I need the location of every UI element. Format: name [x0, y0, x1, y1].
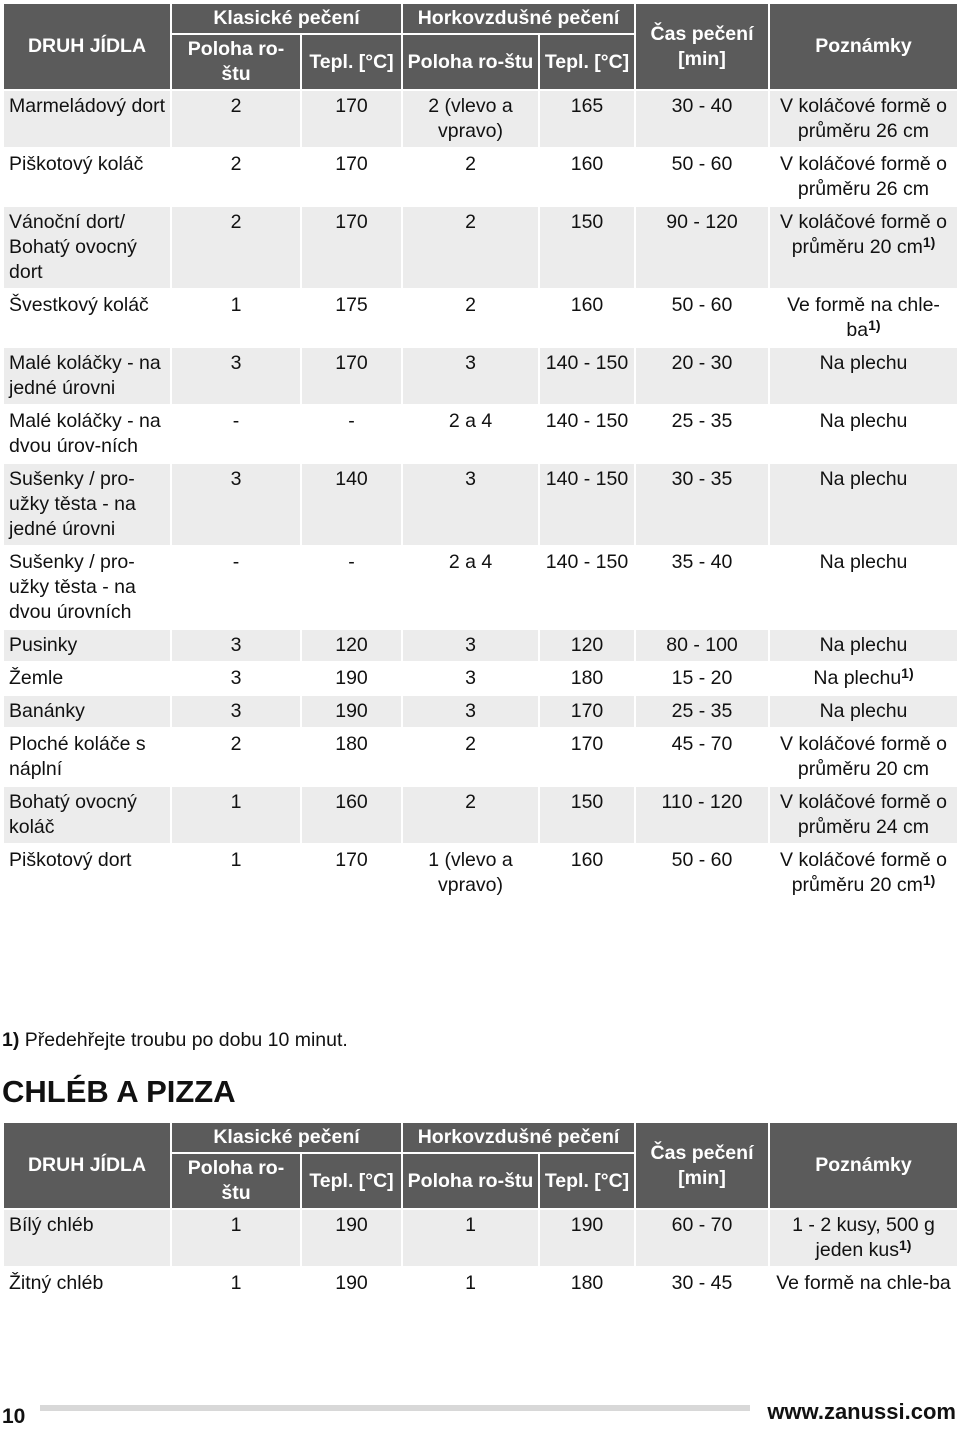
- table-row: [3, 347, 958, 405]
- cell-convection-temp: [539, 662, 635, 695]
- cell-baking-time-text: 25 - 35: [671, 410, 733, 432]
- cell-convection-temp-text: 120: [570, 634, 604, 656]
- cell-classic-shelf-text: 1: [230, 849, 242, 871]
- cell-convection-shelf: [402, 844, 539, 902]
- cell-convection-temp: [539, 289, 635, 347]
- cell-convection-shelf: [402, 662, 539, 695]
- cell-convection-temp-text: 165: [570, 95, 604, 117]
- cell-notes: [769, 844, 958, 902]
- cell-notes-text: 1 - 2 kusy, 500 g jeden kus: [792, 1214, 935, 1261]
- baking-table-body: [3, 90, 958, 902]
- cell-classic-shelf: [171, 148, 301, 206]
- cell-classic-temp-text: 170: [335, 153, 368, 175]
- cell-classic-temp: [301, 405, 402, 463]
- cell-convection-shelf: [402, 347, 539, 405]
- cell-convection-shelf: [402, 728, 539, 786]
- table-row: [3, 786, 958, 844]
- header-classic-temp: Tepl. [°C]: [301, 34, 402, 90]
- cell-baking-time: [635, 206, 769, 289]
- header-convection: Horkovzdušné pečení: [402, 3, 635, 34]
- header-notes: Poznámky: [769, 3, 958, 90]
- header-convection-shelf: Poloha ro-štu: [402, 1153, 539, 1209]
- cell-convection-shelf: [402, 1209, 539, 1267]
- cell-convection-shelf-text: 3: [465, 352, 476, 374]
- cell-baking-time-text: 50 - 60: [671, 294, 733, 316]
- header-food: DRUH JÍDLA: [3, 3, 171, 90]
- cell-notes-text: Na plechu: [819, 700, 908, 722]
- cell-notes: [769, 546, 958, 629]
- table-row: [3, 695, 958, 728]
- cell-classic-shelf-text: -: [232, 551, 240, 573]
- footnote: [2, 1029, 348, 1052]
- footnote-ref: 1): [899, 1237, 912, 1253]
- cell-notes-text: Na plechu: [819, 410, 908, 432]
- cell-classic-temp: [301, 728, 402, 786]
- cell-classic-shelf-text: 2: [230, 153, 242, 175]
- cell-food-name-text: Piškotový dort: [9, 849, 132, 871]
- cell-food-name: [3, 629, 171, 662]
- header-time: Čas pečení [min]: [635, 3, 769, 90]
- cell-classic-temp-text: 160: [335, 791, 368, 813]
- cell-convection-temp: [539, 629, 635, 662]
- cell-baking-time-text: 110 - 120: [661, 791, 743, 813]
- cell-classic-temp-text: 170: [335, 211, 368, 233]
- header-classic: Klasické pečení: [171, 3, 402, 34]
- cell-classic-shelf-text: 3: [230, 634, 242, 656]
- bread-table-body: [3, 1209, 958, 1300]
- cell-classic-shelf-text: 2: [230, 211, 242, 233]
- cell-notes-text: V koláčové formě o průměru 20 cm: [780, 849, 947, 896]
- cell-classic-shelf: [171, 844, 301, 902]
- cell-classic-temp: [301, 1209, 402, 1267]
- cell-notes: [769, 405, 958, 463]
- cell-convection-shelf: [402, 405, 539, 463]
- cell-convection-temp-text: 190: [570, 1214, 604, 1236]
- cell-baking-time: [635, 1209, 769, 1267]
- cell-classic-shelf: [171, 1209, 301, 1267]
- cell-notes-text: Ve formě na chle-ba: [776, 1272, 951, 1294]
- header-classic: Klasické pečení: [171, 1122, 402, 1153]
- cell-classic-shelf: [171, 90, 301, 148]
- cell-convection-temp-text: 160: [570, 153, 604, 175]
- cell-convection-temp: [539, 148, 635, 206]
- cell-notes-text: V koláčové formě o průměru 26 cm: [780, 95, 947, 142]
- cell-convection-shelf-text: 3: [465, 468, 476, 490]
- cell-food-name-text: Švestkový koláč: [9, 294, 149, 316]
- cell-convection-temp: [539, 463, 635, 546]
- cell-classic-shelf-text: 2: [230, 733, 242, 755]
- cell-convection-temp: [539, 844, 635, 902]
- cell-classic-shelf: [171, 662, 301, 695]
- cell-classic-shelf: [171, 629, 301, 662]
- cell-convection-temp: [539, 546, 635, 629]
- cell-notes: [769, 662, 958, 695]
- cell-baking-time-text: 90 - 120: [666, 211, 738, 233]
- cell-convection-temp: [539, 90, 635, 148]
- cell-food-name: [3, 786, 171, 844]
- cell-baking-time: [635, 695, 769, 728]
- cell-classic-temp-text: 180: [335, 733, 368, 755]
- cell-food-name-text: Malé koláčky - na dvou úrov-ních: [9, 410, 161, 457]
- cell-classic-temp: [301, 695, 402, 728]
- cell-classic-shelf-text: 3: [230, 700, 242, 722]
- cell-notes: [769, 786, 958, 844]
- cell-food-name-text: Piškotový koláč: [9, 153, 144, 175]
- cell-convection-temp-text: 170: [570, 700, 604, 722]
- header-classic-shelf: Poloha ro-štu: [171, 1153, 301, 1209]
- cell-classic-temp-text: 140: [335, 468, 368, 490]
- table-row: [3, 206, 958, 289]
- cell-classic-temp: [301, 1267, 402, 1300]
- cell-convection-shelf-text: 3: [465, 700, 476, 722]
- cell-food-name: [3, 844, 171, 902]
- cell-convection-shelf-text: 2: [465, 294, 476, 316]
- table-row: [3, 546, 958, 629]
- table-row: [3, 662, 958, 695]
- cell-food-name: [3, 463, 171, 546]
- cell-food-name: [3, 728, 171, 786]
- cell-baking-time-text: 30 - 35: [671, 468, 733, 490]
- table-row: [3, 629, 958, 662]
- cell-baking-time: [635, 148, 769, 206]
- cell-food-name-text: Marmeládový dort: [9, 95, 166, 117]
- cell-classic-shelf: [171, 728, 301, 786]
- cell-convection-temp: [539, 347, 635, 405]
- cell-baking-time-text: 50 - 60: [671, 153, 733, 175]
- baking-table: [2, 2, 959, 903]
- cell-classic-shelf-text: 3: [230, 468, 242, 490]
- cell-classic-shelf-text: 1: [230, 294, 242, 316]
- header-classic-temp: Tepl. [°C]: [301, 1153, 402, 1209]
- cell-classic-temp: [301, 662, 402, 695]
- cell-food-name-text: Ploché koláče s náplní: [9, 733, 146, 780]
- cell-classic-shelf: [171, 546, 301, 629]
- cell-classic-temp-text: 190: [335, 700, 368, 722]
- footnote-text: Předehřejte troubu po dobu 10 minut.: [19, 1029, 348, 1051]
- cell-classic-temp-text: 170: [335, 352, 368, 374]
- cell-food-name-text: Žitný chléb: [9, 1272, 104, 1294]
- cell-notes-text: Na plechu: [819, 551, 908, 573]
- cell-baking-time-text: 80 - 100: [666, 634, 738, 656]
- cell-convection-temp-text: 140 - 150: [545, 551, 629, 573]
- cell-convection-shelf-text: 3: [465, 667, 476, 689]
- table-row: [3, 148, 958, 206]
- header-classic-shelf: Poloha ro-štu: [171, 34, 301, 90]
- cell-classic-shelf-text: 1: [230, 791, 242, 813]
- cell-notes-text: Na plechu: [819, 468, 908, 490]
- cell-classic-shelf: [171, 695, 301, 728]
- cell-convection-temp-text: 180: [570, 1272, 604, 1294]
- cell-convection-shelf-text: 2: [465, 153, 476, 175]
- cell-notes-text: V koláčové formě o průměru 20 cm: [780, 733, 947, 780]
- cell-convection-shelf: [402, 546, 539, 629]
- cell-classic-temp-text: 175: [335, 294, 368, 316]
- cell-convection-shelf: [402, 206, 539, 289]
- cell-convection-temp-text: 140 - 150: [545, 410, 629, 432]
- cell-convection-shelf: [402, 90, 539, 148]
- cell-convection-shelf-text: 2: [465, 791, 476, 813]
- cell-classic-shelf-text: 3: [230, 352, 242, 374]
- cell-convection-temp-text: 160: [570, 849, 604, 871]
- cell-food-name-text: Sušenky / pro-užky těsta - na jedné úrovni: [9, 468, 136, 540]
- cell-baking-time-text: 45 - 70: [671, 733, 733, 755]
- footnote-ref: 1): [868, 317, 881, 333]
- cell-baking-time-text: 30 - 40: [671, 95, 733, 117]
- cell-food-name: [3, 90, 171, 148]
- cell-notes: [769, 629, 958, 662]
- cell-baking-time: [635, 728, 769, 786]
- cell-food-name-text: Sušenky / pro-užky těsta - na dvou úrovních: [9, 551, 136, 623]
- cell-convection-temp-text: 150: [570, 211, 604, 233]
- cell-classic-temp-text: -: [348, 410, 355, 432]
- cell-notes: [769, 1267, 958, 1300]
- cell-baking-time: [635, 662, 769, 695]
- cell-notes-text: Na plechu: [813, 667, 902, 689]
- website-link[interactable]: www.zanussi.com: [767, 1399, 956, 1424]
- cell-convection-temp: [539, 786, 635, 844]
- footnote-ref: 1): [922, 234, 936, 250]
- cell-baking-time: [635, 463, 769, 546]
- cell-baking-time: [635, 629, 769, 662]
- cell-notes: [769, 206, 958, 289]
- cell-baking-time-text: 35 - 40: [671, 551, 733, 573]
- cell-notes-text: Na plechu: [819, 352, 908, 374]
- section-title: CHLÉB A PIZZA: [2, 1074, 236, 1109]
- cell-food-name-text: Bohatý ovocný koláč: [9, 791, 137, 838]
- cell-classic-temp: [301, 463, 402, 546]
- cell-classic-temp: [301, 546, 402, 629]
- cell-classic-temp-text: 120: [335, 634, 368, 656]
- cell-baking-time-text: 30 - 45: [671, 1272, 733, 1294]
- cell-baking-time: [635, 405, 769, 463]
- cell-baking-time: [635, 1267, 769, 1300]
- cell-food-name: [3, 347, 171, 405]
- table-row: [3, 289, 958, 347]
- table-row: [3, 463, 958, 546]
- cell-classic-temp-text: 170: [335, 95, 368, 117]
- cell-baking-time-text: 15 - 20: [671, 667, 733, 689]
- cell-notes-text: Na plechu: [819, 634, 908, 656]
- cell-classic-temp: [301, 289, 402, 347]
- cell-convection-temp-text: 170: [570, 733, 604, 755]
- cell-convection-shelf-text: 1: [465, 1214, 476, 1236]
- cell-classic-shelf: [171, 1267, 301, 1300]
- header-convection: Horkovzdušné pečení: [402, 1122, 635, 1153]
- cell-baking-time: [635, 289, 769, 347]
- cell-classic-shelf: [171, 405, 301, 463]
- cell-convection-shelf-text: 2: [465, 211, 476, 233]
- footnote-ref: 1): [922, 872, 936, 888]
- cell-convection-shelf: [402, 629, 539, 662]
- cell-food-name-text: Vánoční dort/ Bohatý ovocný dort: [9, 211, 137, 283]
- cell-notes: [769, 148, 958, 206]
- bread-table: [2, 1121, 959, 1301]
- cell-notes: [769, 695, 958, 728]
- cell-notes: [769, 90, 958, 148]
- cell-food-name: [3, 206, 171, 289]
- header-convection-shelf: Poloha ro-štu: [402, 34, 539, 90]
- cell-classic-temp-text: 170: [335, 849, 368, 871]
- cell-notes: [769, 289, 958, 347]
- cell-baking-time-text: 20 - 30: [671, 352, 733, 374]
- cell-baking-time: [635, 90, 769, 148]
- cell-food-name-text: Bílý chléb: [9, 1214, 94, 1236]
- cell-food-name-text: Malé koláčky - na jedné úrovni: [9, 352, 161, 399]
- header-convection-temp: Tepl. [°C]: [539, 1153, 635, 1209]
- cell-classic-shelf-text: 3: [230, 667, 242, 689]
- cell-baking-time: [635, 844, 769, 902]
- cell-classic-shelf: [171, 463, 301, 546]
- cell-convection-shelf: [402, 148, 539, 206]
- cell-classic-temp: [301, 629, 402, 662]
- cell-classic-shelf: [171, 786, 301, 844]
- cell-classic-temp: [301, 206, 402, 289]
- cell-food-name-text: Žemle: [9, 667, 64, 689]
- table-row: [3, 728, 958, 786]
- cell-notes: [769, 347, 958, 405]
- cell-classic-shelf-text: 1: [230, 1272, 242, 1294]
- cell-convection-shelf: [402, 463, 539, 546]
- table-row: [3, 844, 958, 902]
- cell-food-name: [3, 662, 171, 695]
- cell-classic-temp: [301, 844, 402, 902]
- header-notes: Poznámky: [769, 1122, 958, 1209]
- cell-convection-temp-text: 150: [570, 791, 604, 813]
- cell-notes-text: V koláčové formě o průměru 24 cm: [780, 791, 947, 838]
- cell-convection-shelf: [402, 289, 539, 347]
- header-convection-temp: Tepl. [°C]: [539, 34, 635, 90]
- table-row: [3, 1267, 958, 1300]
- cell-convection-temp: [539, 1267, 635, 1300]
- cell-food-name: [3, 1267, 171, 1300]
- cell-baking-time: [635, 347, 769, 405]
- cell-convection-shelf-text: 2 a 4: [448, 410, 493, 432]
- footnote-mark: 1): [2, 1029, 20, 1051]
- cell-convection-temp-text: 140 - 150: [545, 352, 629, 374]
- header-food: DRUH JÍDLA: [3, 1122, 171, 1209]
- cell-baking-time-text: 60 - 70: [671, 1214, 733, 1236]
- cell-classic-temp: [301, 347, 402, 405]
- cell-convection-temp-text: 140 - 150: [545, 468, 629, 490]
- cell-classic-shelf-text: 2: [230, 95, 242, 117]
- cell-notes-text: V koláčové formě o průměru 20 cm: [780, 211, 947, 258]
- table-row: [3, 1209, 958, 1267]
- cell-baking-time: [635, 786, 769, 844]
- header-time: Čas pečení [min]: [635, 1122, 769, 1209]
- page-number: 10: [2, 1405, 26, 1428]
- cell-notes-text: V koláčové formě o průměru 26 cm: [780, 153, 947, 200]
- cell-notes: [769, 463, 958, 546]
- cell-convection-temp: [539, 405, 635, 463]
- cell-convection-shelf-text: 2 a 4: [448, 551, 493, 573]
- cell-convection-shelf-text: 1 (vlevo a vpravo): [428, 849, 513, 896]
- cell-convection-shelf: [402, 786, 539, 844]
- cell-classic-temp: [301, 148, 402, 206]
- cell-food-name: [3, 289, 171, 347]
- cell-classic-shelf: [171, 347, 301, 405]
- cell-classic-temp: [301, 786, 402, 844]
- footer-rule: [40, 1405, 750, 1411]
- cell-convection-temp: [539, 1209, 635, 1267]
- cell-classic-shelf: [171, 289, 301, 347]
- cell-baking-time-text: 50 - 60: [671, 849, 733, 871]
- cell-convection-temp: [539, 728, 635, 786]
- cell-convection-shelf-text: 2 (vlevo a vpravo): [428, 95, 513, 142]
- cell-convection-shelf-text: 2: [465, 733, 476, 755]
- cell-classic-shelf-text: 1: [230, 1214, 242, 1236]
- cell-convection-temp: [539, 206, 635, 289]
- cell-notes-text: Ve formě na chle-ba: [787, 294, 940, 341]
- cell-convection-shelf: [402, 1267, 539, 1300]
- cell-convection-shelf: [402, 695, 539, 728]
- table-row: [3, 90, 958, 148]
- table-row: [3, 405, 958, 463]
- cell-food-name: [3, 405, 171, 463]
- cell-classic-temp: [301, 90, 402, 148]
- cell-baking-time: [635, 546, 769, 629]
- cell-baking-time-text: 25 - 35: [671, 700, 733, 722]
- cell-food-name: [3, 695, 171, 728]
- cell-classic-temp-text: 190: [335, 667, 368, 689]
- cell-convection-temp-text: 160: [570, 294, 604, 316]
- cell-classic-temp-text: 190: [335, 1272, 368, 1294]
- cell-convection-temp-text: 180: [570, 667, 604, 689]
- cell-convection-temp: [539, 695, 635, 728]
- cell-food-name-text: Pusinky: [9, 634, 78, 656]
- cell-food-name: [3, 148, 171, 206]
- cell-classic-shelf-text: -: [232, 410, 240, 432]
- cell-food-name: [3, 546, 171, 629]
- cell-food-name: [3, 1209, 171, 1267]
- cell-notes: [769, 1209, 958, 1267]
- cell-food-name-text: Banánky: [9, 700, 85, 722]
- cell-classic-shelf: [171, 206, 301, 289]
- cell-classic-temp-text: -: [348, 551, 355, 573]
- footnote-ref: 1): [901, 665, 914, 681]
- cell-convection-shelf-text: 3: [465, 634, 476, 656]
- cell-notes: [769, 728, 958, 786]
- cell-classic-temp-text: 190: [335, 1214, 368, 1236]
- cell-convection-shelf-text: 1: [465, 1272, 476, 1294]
